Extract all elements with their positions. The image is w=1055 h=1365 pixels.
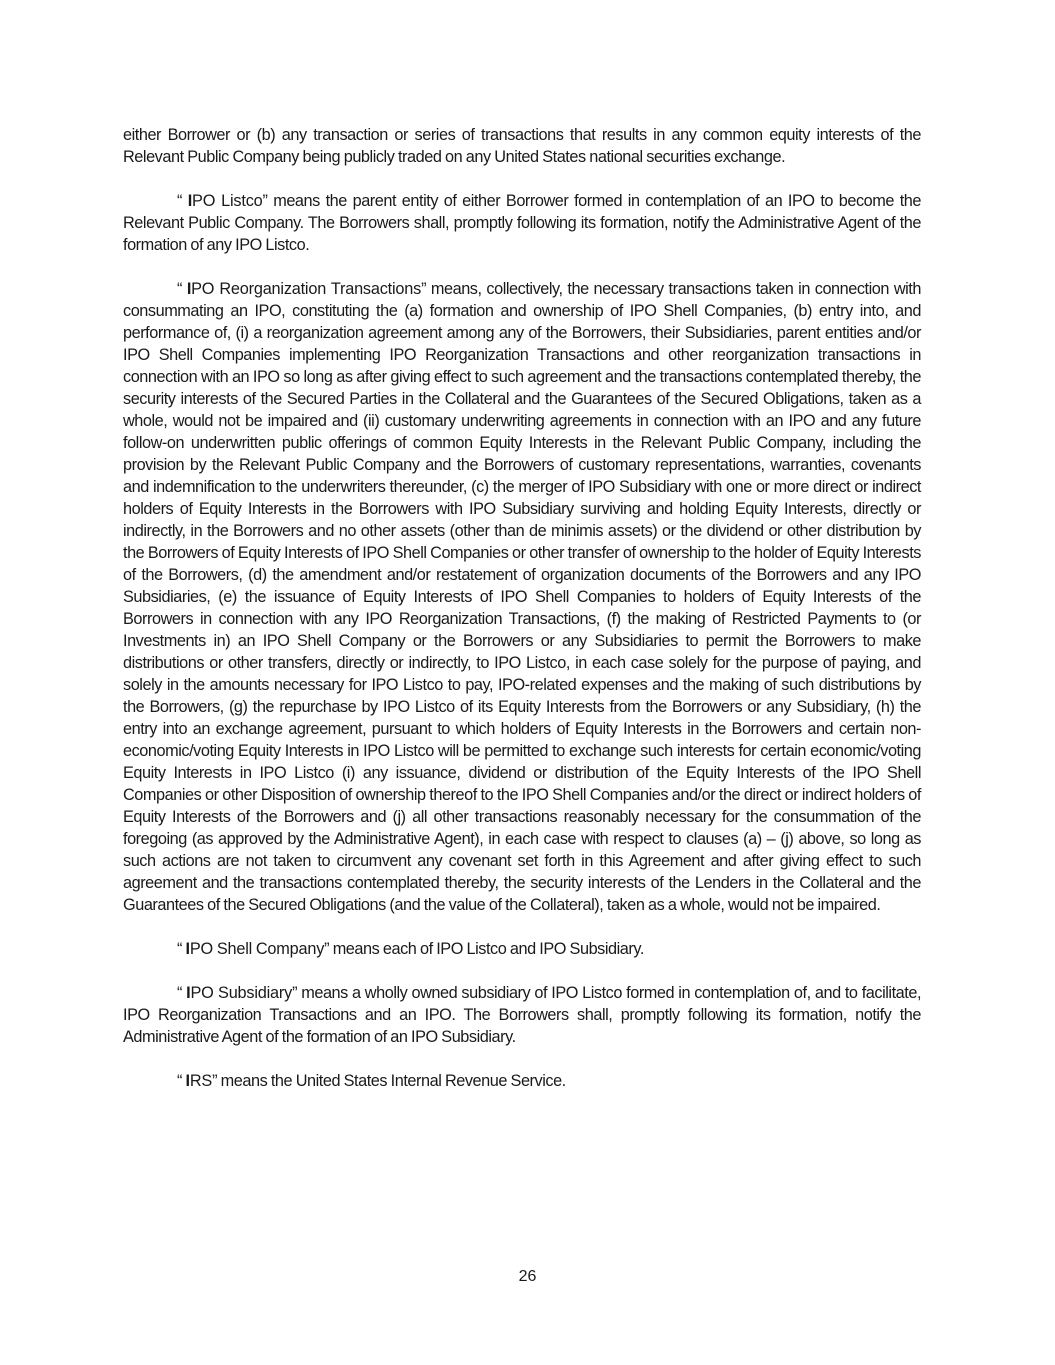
open-quote: “ <box>177 192 188 210</box>
definition-irs <box>123 1070 921 1092</box>
defined-term: IPO Listco <box>187 192 263 210</box>
defined-term: IPO Subsidiary <box>186 984 293 1002</box>
document-body <box>123 124 921 1114</box>
open-quote: “ <box>177 280 187 298</box>
defined-term: IPO Reorganization Transactions <box>186 280 422 298</box>
definition-ipo-reorganization-transactions <box>123 278 921 916</box>
open-quote: “ <box>177 1072 186 1090</box>
definition-ipo-shell-company <box>123 938 921 960</box>
close-quote: ” <box>292 984 298 1002</box>
continuation-paragraph: either Borrower or (b) any transaction or series of transactions that results in any common equity interests of the Relevant Public Company being publicly traded on any United States national securities exchange. <box>123 126 921 166</box>
definition-text: means, collectively, the necessary transactions taken in connection with consummating an IPO, constituting the (a) formation and ownership of IPO Shell Companies, (b) entry into, and performance of, (i) a reorganization agreement among any of the Borrowers, their Subsidiaries, parent entities and/or IPO Shell Companies implementing IPO Reorganization Transactions and other reorganization transactions in connection with an IPO so long as after giving effect to such agreement and the transactions contemplated thereby, the security interests of the Secured Parties in the Collateral and the Guarantees of the Secured Obligations, taken as a whole, would not be impaired and (ii) customary underwriting agreements in connection with an IPO and any future follow-on underwritten public offerings of common Equity Interests in the Relevant Public Company, including the provision by the Relevant Public Company and the Borrowers of customary representations, warranties, covenants and indemnification to the underwriters thereunder, (c) the merger of IPO Subsidiary with one or more direct or indirect holders of Equity Interests in the Borrowers with IPO Subsidiary surviving and holding Equity Interests, directly or indirectly, in the Borrowers and no other assets (other than de minimis assets) or the dividend or other distribution by the Borrowers of Equity Interests of IPO Shell Companies or other transfer of ownership to the holder of Equity Interests of the Borrowers, (d) the amendment and/or restatement of organization documents of the Borrowers and any IPO Subsidiaries, (e) the issuance of Equity Interests of IPO Shell Companies to holders of Equity Interests of the Borrowers in connection with any IPO Reorganization Transactions, (f) the making of Restricted Payments to (or Investments in) an IPO Shell Company or the Borrowers or any Subsidiaries to permit the Borrowers to make distributions or other transfers, directly or indirectly, to IPO Listco, in each case solely for the purpose of paying, and solely in the amounts necessary for IPO Listco to pay, IPO-related expenses and the making of such distributions by the Borrowers, (g) the repurchase by IPO Listco of its Equity Interests from the Borrowers or any Subsidiary, (h) the entry into an exchange agreement, pursuant to which holders of Equity Interests in the Borrowers and certain non-economic/voting Equity Interests in IPO Listco will be permitted to exchange such interests for certain economic/voting Equity Interests in IPO Listco (i) any issuance, dividend or distribution of the Equity Interests of the IPO Shell Companies or other Disposition of ownership thereof to the IPO Shell Companies and/or the direct or indirect holders of Equity Interests of the Borrowers and (j) all other transactions reasonably necessary for the consummation of the foregoing (as approved by the Administrative Agent), in each case with respect to clauses (a) – (j) above, so long as such actions are not taken to circumvent any covenant set forth in this Agreement and after giving effect to such agreement and the transactions contemplated thereby, the security interests of the Lenders in the Collateral and the Guarantees of the Secured Obligations (and the value of the Collateral), taken as a whole, would not be impaired. <box>123 280 921 914</box>
open-quote: “ <box>177 984 187 1002</box>
definition-text: means each of IPO Listco and IPO Subsidiary. <box>329 940 644 958</box>
close-quote: ” <box>421 280 427 298</box>
close-quote: ” <box>262 192 268 210</box>
open-quote: “ <box>177 940 186 958</box>
close-quote: ” <box>212 1072 218 1090</box>
definition-ipo-listco <box>123 190 921 256</box>
defined-term: IPO Shell Company <box>185 940 325 958</box>
definition-ipo-subsidiary <box>123 982 921 1048</box>
page-number: 26 <box>518 1268 537 1285</box>
definition-text: means the parent entity of either Borrower formed in contemplation of an IPO to become the Relevant Public Company. The Borrowers shall, promptly following its formation, notify the Administrative Agent of the formation of any IPO Listco. <box>123 192 922 254</box>
definition-text: means the United States Internal Revenue Service. <box>217 1072 566 1090</box>
close-quote: ” <box>324 940 330 958</box>
defined-term: IRS <box>185 1072 213 1090</box>
definition-text: means a wholly owned subsidiary of IPO Listco formed in contemplation of, and to facilitate, IPO Reorganization Transactions and an IPO. The Borrowers shall, promptly following its formation, notify the Administrative Agent of the formation of an IPO Subsidiary. <box>123 984 922 1046</box>
